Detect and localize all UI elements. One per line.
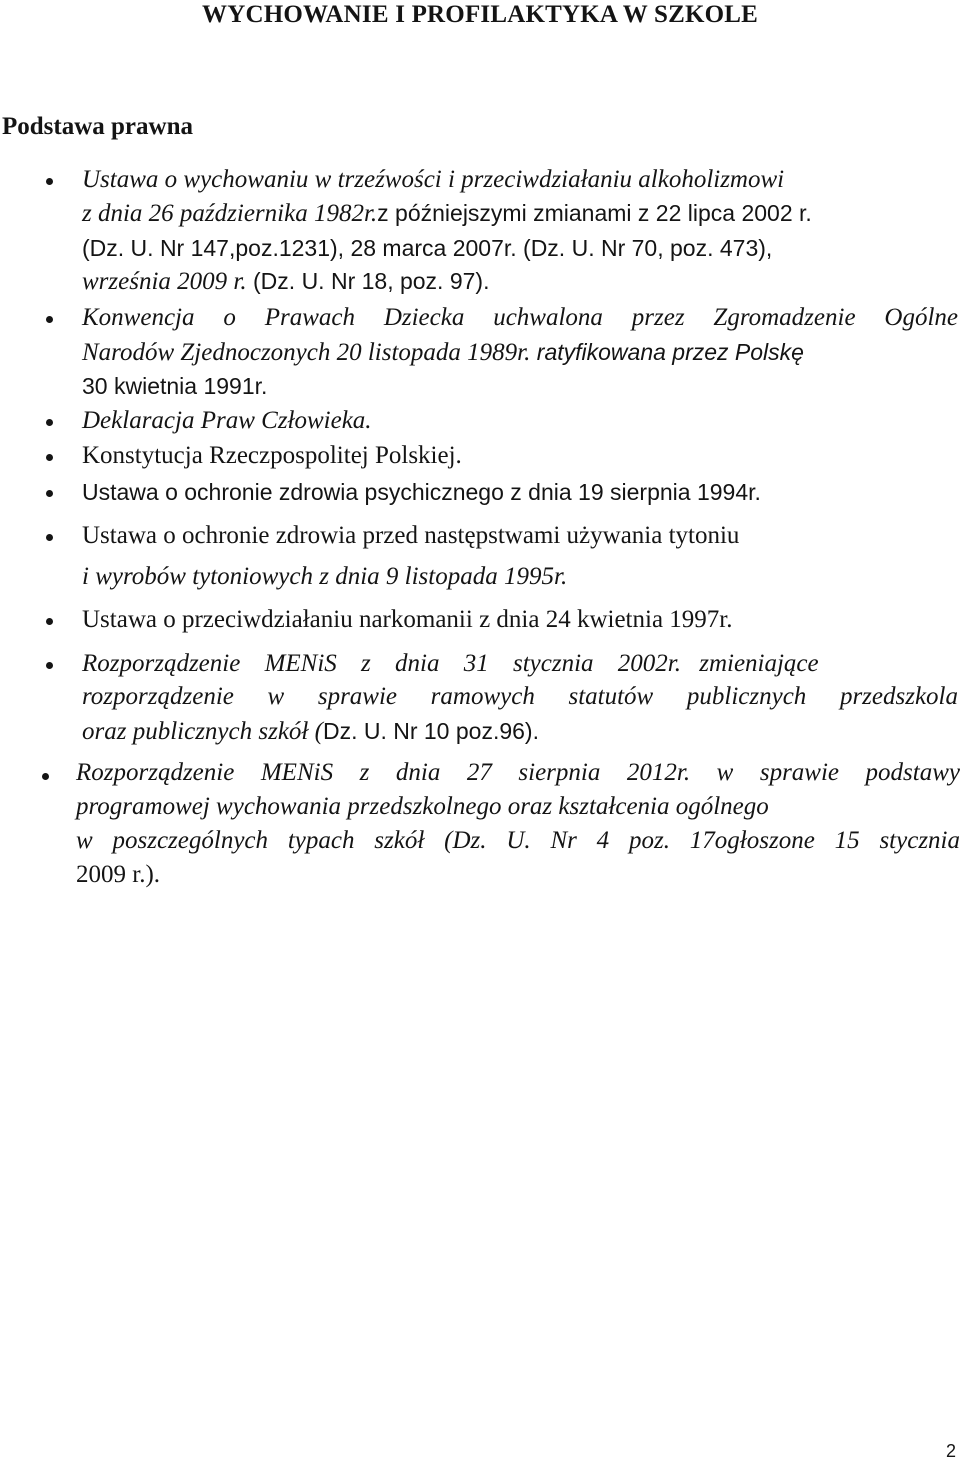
item-line [82, 198, 812, 229]
item-text-italic: Narodów Zjednoczonych 20 listopada 1989r. [82, 339, 531, 366]
item-text-italic: z dnia 26 października 1982r. [82, 200, 378, 227]
item-text: (Dz. U. Nr 18, poz. 97). [246, 268, 490, 294]
page-number: 2 [945, 1441, 956, 1461]
item-line: 30 kwietnia 1991r. [82, 373, 268, 399]
item-text-italic: Rozporządzenie MENiS z dnia 31 stycznia 2002r. [82, 650, 681, 677]
item-line: 2009 r.). [76, 861, 161, 888]
bullet-icon [46, 178, 53, 185]
document-title: WYCHOWANIE I PROFILAKTYKA W SZKOLE [202, 1, 758, 28]
item-text-italic: zmieniające [692, 650, 819, 677]
item-line: Ustawa o przeciwdziałaniu narkomanii z dnia 24 kwietnia 1997r. [82, 606, 733, 633]
item-line: Rozporządzenie MENiS z dnia 27 sierpnia 2012r. w sprawie podstawy [76, 759, 960, 786]
item-line [82, 716, 539, 747]
bullet-icon [46, 534, 53, 541]
bullet-icon [46, 454, 53, 461]
item-text-italic: ratyfikowana przez Polskę [530, 339, 804, 365]
item-line: w poszczególnych typach szkół (Dz. U. Nr 4 poz. 17ogłoszone 15 stycznia [76, 827, 960, 854]
bullet-icon [46, 316, 53, 323]
bullet-icon [46, 419, 53, 426]
item-line: (Dz. U. Nr 147,poz.1231), 28 marca 2007r. (Dz. U. Nr 70, poz. 473), [82, 235, 773, 261]
bullet-icon [46, 662, 53, 669]
item-line: Ustawa o wychowaniu w trzeźwości i przeciwdziałaniu alkoholizmowi [82, 166, 785, 193]
item-line: i wyrobów tytoniowych z dnia 9 listopada 1995r. [82, 563, 568, 590]
item-line [82, 337, 804, 368]
section-heading: Podstawa prawna [2, 113, 193, 140]
item-line: Ustawa o ochronie zdrowia przed następstwami używania tytoniu [82, 522, 740, 549]
item-text-italic: oraz publicznych szkół ( [82, 718, 323, 745]
bullet-icon [46, 618, 53, 625]
item-line: Konstytucja Rzeczpospolitej Polskiej. [82, 442, 462, 469]
bullet-icon [42, 773, 49, 780]
item-line: Konwencja o Prawach Dziecka uchwalona przez Zgromadzenie Ogólne [82, 304, 958, 331]
item-line: programowej wychowania przedszkolnego oraz kształcenia ogólnego [76, 793, 769, 820]
item-line: Deklaracja Praw Człowieka. [82, 407, 372, 434]
item-line: rozporządzenie w sprawie ramowych statutów publicznych przedszkola [82, 683, 958, 710]
item-line: Ustawa o ochronie zdrowia psychicznego z dnia 19 sierpnia 1994r. [82, 479, 761, 505]
item-text-italic: września 2009 r. [82, 268, 247, 295]
item-text: z późniejszymi zmianami z 22 lipca 2002 r. [377, 200, 812, 226]
bullet-icon [46, 490, 53, 497]
item-line [82, 649, 819, 679]
item-text: Dz. U. Nr 10 poz.96). [322, 718, 539, 744]
item-line [82, 266, 489, 297]
